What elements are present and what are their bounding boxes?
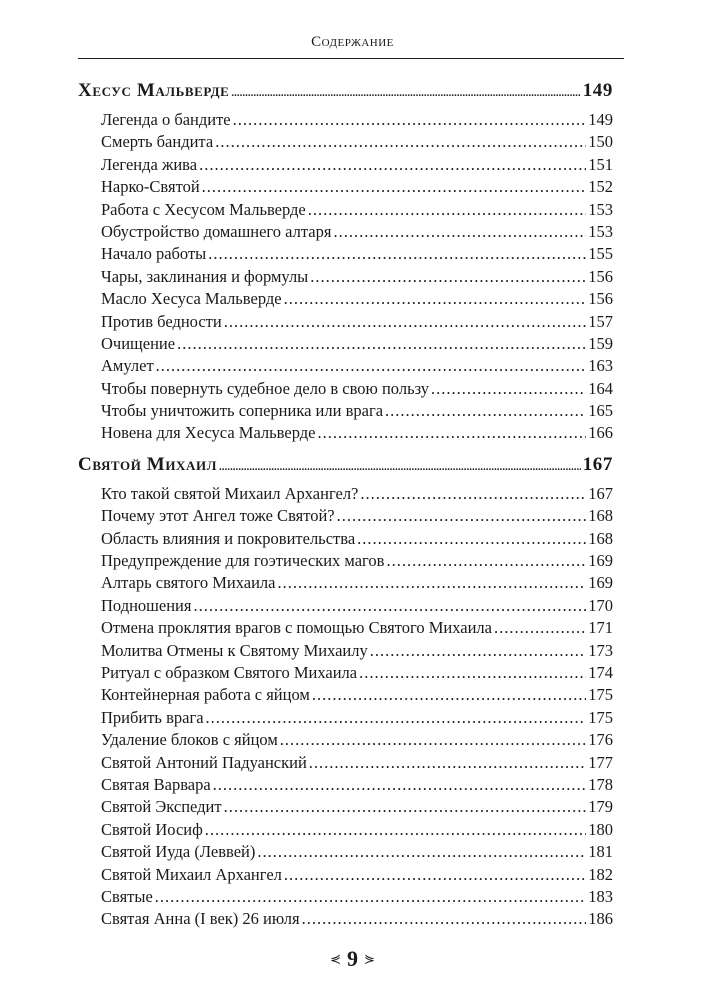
entry-title: Легенда жива — [101, 154, 198, 174]
toc-entry[interactable] — [78, 177, 613, 199]
ornament-left-icon: ⋞ — [330, 951, 341, 966]
dot-leader — [224, 312, 587, 332]
entry-title: Святая Варвара — [101, 774, 211, 794]
entry-title: Святой Иуда (Леввей) — [101, 842, 256, 862]
dot-leader — [206, 708, 587, 728]
entry-page-number: 166 — [588, 423, 613, 443]
dot-leader — [312, 685, 586, 705]
toc-entry[interactable] — [78, 663, 613, 685]
entry-page-number: 164 — [588, 378, 613, 398]
dot-leader — [205, 820, 586, 840]
toc-entry[interactable] — [78, 573, 613, 595]
entry-title: Святой Антоний Падуанский — [101, 752, 307, 772]
dot-leader — [280, 730, 586, 750]
dot-leader — [357, 529, 586, 549]
toc-entry[interactable] — [78, 820, 613, 842]
toc-entry[interactable] — [78, 529, 613, 551]
toc-entry[interactable] — [78, 484, 613, 506]
toc-entry[interactable] — [78, 401, 613, 423]
chapter-heading[interactable] — [78, 80, 613, 110]
dot-leader — [431, 379, 586, 399]
dot-leader — [494, 618, 586, 638]
dot-leader — [231, 80, 580, 102]
dot-leader — [208, 244, 586, 264]
dot-leader — [359, 663, 586, 683]
entry-page-number: 153 — [588, 221, 613, 241]
entry-page-number: 175 — [588, 685, 613, 705]
toc-entry[interactable] — [78, 753, 613, 775]
dot-leader — [215, 132, 586, 152]
entry-title: Новена для Хесуса Мальверде — [101, 423, 316, 443]
dot-leader — [193, 596, 586, 616]
dot-leader — [284, 289, 587, 309]
toc-entry[interactable] — [78, 334, 613, 356]
toc-entry[interactable] — [78, 730, 613, 752]
toc-entry[interactable] — [78, 312, 613, 334]
dot-leader — [337, 506, 587, 526]
entry-page-number: 186 — [588, 909, 613, 929]
entry-page-number: 171 — [588, 618, 613, 638]
entry-list — [78, 484, 613, 932]
toc-entry[interactable] — [78, 267, 613, 289]
entry-title: Кто такой святой Михаил Архангел? — [101, 483, 359, 503]
entry-page-number: 170 — [588, 595, 613, 615]
entry-title: Начало работы — [101, 244, 207, 264]
dot-leader — [385, 401, 586, 421]
dot-leader — [155, 887, 586, 907]
entry-page-number: 168 — [588, 528, 613, 548]
entry-title: Святая Анна (I век) 26 июля — [101, 909, 300, 929]
entry-title: Область влияния и покровительства — [101, 528, 356, 548]
header-rule — [78, 58, 624, 59]
entry-title: Отмена проклятия врагов с помощью Святого Михаила — [101, 618, 492, 638]
dot-leader — [284, 865, 586, 885]
entry-title: Контейнерная работа с яйцом — [101, 685, 310, 705]
entry-page-number: 151 — [588, 154, 613, 174]
entry-title: Молитва Отмены к Святому Михаилу — [101, 640, 368, 660]
dot-leader — [310, 267, 586, 287]
dot-leader — [386, 551, 586, 571]
toc-entry[interactable] — [78, 155, 613, 177]
chapter-page-number: 149 — [582, 80, 613, 101]
toc-entry[interactable] — [78, 506, 613, 528]
entry-list — [78, 110, 613, 446]
entry-title: Подношения — [101, 595, 192, 615]
entry-page-number: 178 — [588, 774, 613, 794]
running-header: Содержание — [311, 34, 394, 50]
entry-title: Смерть бандита — [101, 132, 214, 152]
toc-entry[interactable] — [78, 842, 613, 864]
entry-page-number: 165 — [588, 401, 613, 421]
toc-entry[interactable] — [78, 356, 613, 378]
dot-leader — [156, 356, 587, 376]
entry-title: Святые — [101, 886, 153, 906]
toc-section — [78, 454, 613, 932]
dot-leader — [257, 842, 586, 862]
entry-title: Святой Экспедит — [101, 797, 222, 817]
toc-entry[interactable] — [78, 244, 613, 266]
entry-title: Амулет — [101, 356, 154, 376]
toc-entry[interactable] — [78, 909, 613, 931]
toc-section — [78, 80, 613, 446]
entry-title: Против бедности — [101, 311, 222, 331]
toc-entry[interactable] — [78, 775, 613, 797]
chapter-title: Святой Михаил — [78, 453, 218, 475]
entry-page-number: 176 — [588, 730, 613, 750]
entry-page-number: 152 — [588, 177, 613, 197]
toc-entry[interactable] — [78, 423, 613, 445]
entry-title: Святой Иосиф — [101, 819, 203, 839]
entry-page-number: 177 — [588, 752, 613, 772]
toc-entry[interactable] — [78, 110, 613, 132]
entry-page-number: 153 — [588, 199, 613, 219]
entry-title: Чары, заклинания и формулы — [101, 266, 309, 286]
entry-page-number: 155 — [588, 244, 613, 264]
toc-entry[interactable] — [78, 379, 613, 401]
entry-title: Прибить врага — [101, 707, 204, 727]
ornament-right-icon: ⋟ — [364, 951, 375, 966]
dot-leader — [224, 797, 587, 817]
toc-entry[interactable] — [78, 685, 613, 707]
dot-leader — [233, 110, 587, 130]
entry-title: Масло Хесуса Мальверде — [101, 289, 282, 309]
toc-entry[interactable] — [78, 596, 613, 618]
entry-page-number: 173 — [588, 640, 613, 660]
toc-entry[interactable] — [78, 618, 613, 640]
toc-entry[interactable] — [78, 200, 613, 222]
entry-title: Очищение — [101, 333, 176, 353]
dot-leader — [202, 177, 587, 197]
dot-leader — [308, 200, 587, 220]
chapter-title: Хесус Мальверде — [78, 80, 230, 101]
entry-title: Легенда о бандите — [101, 110, 231, 129]
entry-page-number: 169 — [588, 573, 613, 593]
entry-page-number: 169 — [588, 551, 613, 571]
table-of-contents — [78, 80, 613, 932]
toc-entry[interactable] — [78, 887, 613, 909]
toc-entry[interactable] — [78, 708, 613, 730]
toc-entry[interactable] — [78, 222, 613, 244]
page-number: 9 — [347, 946, 358, 971]
entry-title: Удаление блоков с яйцом — [101, 730, 278, 750]
entry-title: Святой Михаил Архангел — [101, 864, 282, 884]
dot-leader — [302, 909, 587, 929]
toc-entry[interactable] — [78, 132, 613, 154]
page-footer — [0, 946, 705, 972]
entry-title: Обустройство домашнего алтаря — [101, 221, 332, 241]
toc-entry[interactable] — [78, 797, 613, 819]
entry-page-number: 175 — [588, 707, 613, 727]
entry-page-number: 159 — [588, 333, 613, 353]
entry-title: Нарко-Святой — [101, 177, 200, 197]
entry-page-number: 180 — [588, 819, 613, 839]
dot-leader — [278, 573, 587, 593]
dot-leader — [370, 641, 587, 661]
dot-leader — [199, 155, 586, 175]
toc-entry[interactable] — [78, 551, 613, 573]
entry-page-number: 181 — [588, 842, 613, 862]
dot-leader — [213, 775, 587, 795]
toc-entry[interactable] — [78, 289, 613, 311]
chapter-heading[interactable] — [78, 454, 613, 484]
dot-leader — [219, 454, 581, 476]
entry-page-number: 183 — [588, 886, 613, 906]
entry-page-number: 157 — [588, 311, 613, 331]
entry-page-number: 150 — [588, 132, 613, 152]
entry-page-number: 168 — [588, 506, 613, 526]
dot-leader — [360, 484, 586, 504]
entry-title: Работа с Хесусом Мальверде — [101, 199, 306, 219]
toc-entry[interactable] — [78, 865, 613, 887]
entry-title: Чтобы повернуть судебное дело в свою пользу — [101, 378, 430, 398]
entry-title: Чтобы уничтожить соперника или врага — [101, 401, 384, 421]
toc-entry[interactable] — [78, 641, 613, 663]
entry-title: Алтарь святого Михаила — [101, 573, 276, 593]
entry-page-number: 156 — [588, 266, 613, 286]
entry-title: Почему этот Ангел тоже Святой? — [101, 506, 335, 526]
entry-page-number: 174 — [588, 662, 613, 682]
dot-leader — [317, 423, 586, 443]
entry-title: Ритуал с образком Святого Михаила — [101, 662, 358, 682]
entry-page-number: 179 — [588, 797, 613, 817]
entry-page-number: 167 — [588, 483, 613, 503]
entry-title: Предупреждение для гоэтических магов — [101, 551, 385, 571]
entry-page-number: 149 — [588, 110, 613, 129]
dot-leader — [177, 334, 586, 354]
entry-page-number: 182 — [588, 864, 613, 884]
dot-leader — [333, 222, 586, 242]
entry-page-number: 156 — [588, 289, 613, 309]
dot-leader — [309, 753, 586, 773]
entry-page-number: 163 — [588, 356, 613, 376]
chapter-page-number: 167 — [582, 453, 613, 475]
